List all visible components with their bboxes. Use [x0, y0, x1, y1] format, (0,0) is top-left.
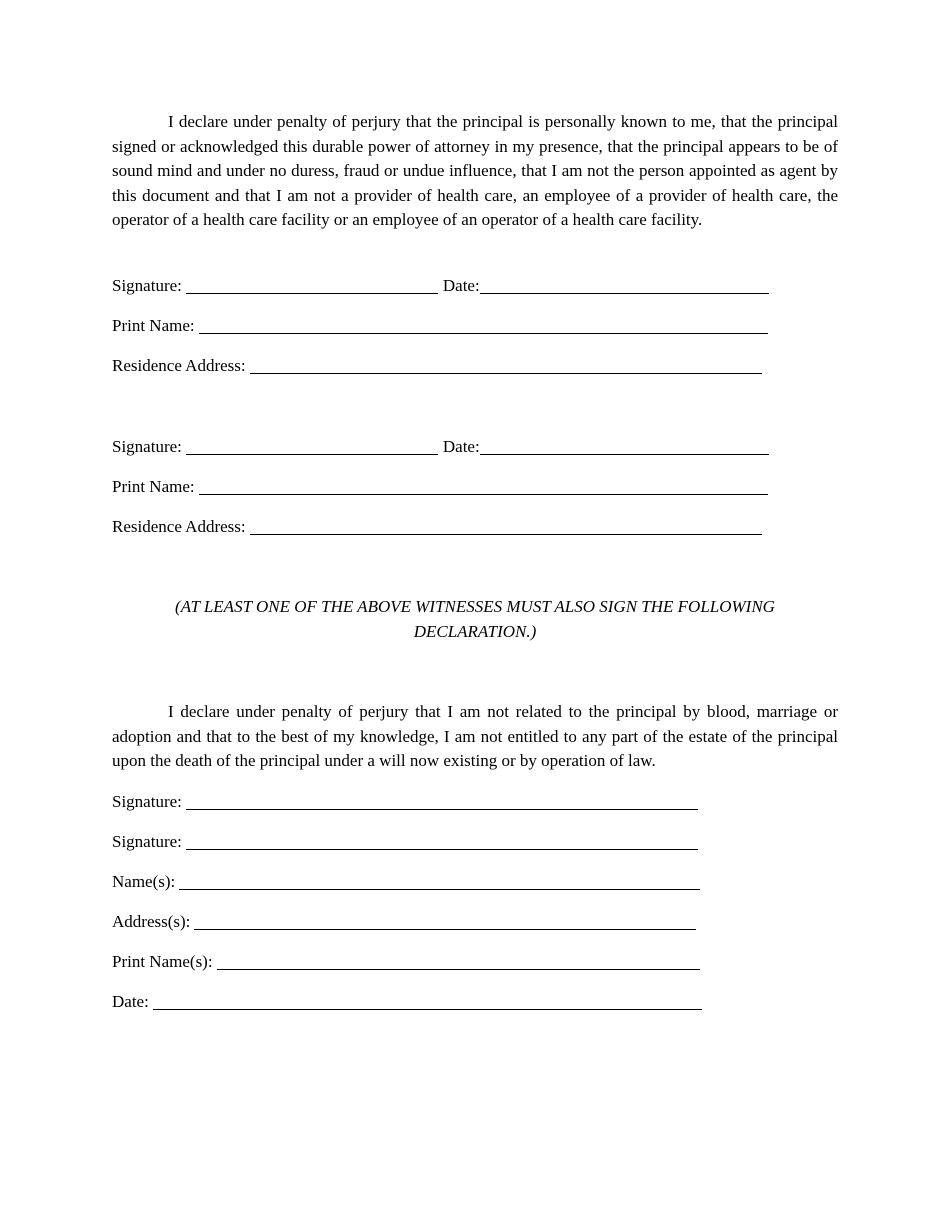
final-date-row — [112, 991, 702, 1013]
date-label: Date: — [112, 992, 149, 1011]
notice-line-2: DECLARATION.) — [413, 622, 537, 641]
witness-1-residence-row — [112, 355, 762, 377]
witness-1-date-field[interactable] — [480, 277, 769, 294]
final-signature-1-row — [112, 791, 698, 813]
final-print-names-field[interactable] — [217, 953, 700, 970]
final-date-field[interactable] — [153, 993, 702, 1010]
final-addresses-row — [112, 911, 696, 933]
witness-1-signature-field[interactable] — [186, 277, 438, 294]
witness-2-residence-row — [112, 516, 762, 538]
final-names-field[interactable] — [179, 873, 700, 890]
final-names-row — [112, 871, 700, 893]
second-declaration-paragraph: I declare under penalty of perjury that I am not related to the principal by blood, marriage or adoption and that to the best of my knowledge, I am not entitled to any part of the estate of the principal upon the death of the principal under a will now existing or by operation of law. — [112, 702, 838, 771]
witness-2-date-field[interactable] — [480, 438, 769, 455]
witness-declaration-paragraph: I declare under penalty of perjury that the principal is personally known to me, that the principal signed or acknowledged this durable power of attorney in my presence, that the principal appears to be of sound mind and under no duress, fraud or undue influence, that I am not the person appointed as agent by this document and that I am not a provider of health care, an employee of a provider of health care, the operator of a health care facility or an employee of an operator of a health care facility. — [112, 112, 838, 230]
final-signature-2-field[interactable] — [186, 833, 698, 850]
final-signature-2-row — [112, 831, 698, 853]
print-name-label: Print Name: — [112, 477, 195, 496]
residence-address-label: Residence Address: — [112, 517, 246, 536]
signature-label: Signature: — [112, 276, 182, 295]
witness-1-signature-row — [112, 275, 769, 297]
final-print-names-row — [112, 951, 700, 973]
witness-notice — [112, 594, 838, 644]
witness-2-signature-field[interactable] — [186, 438, 438, 455]
witness-2-signature-row — [112, 436, 769, 458]
witness-1-print-name-row — [112, 315, 768, 337]
witness-1-print-name-field[interactable] — [199, 317, 768, 334]
witness-2-print-name-field[interactable] — [199, 478, 768, 495]
print-names-label: Print Name(s): — [112, 952, 213, 971]
final-addresses-field[interactable] — [194, 913, 696, 930]
notice-line-1: (AT LEAST ONE OF THE ABOVE WITNESSES MUST ALSO SIGN THE FOLLOWING — [175, 597, 775, 616]
final-signature-1-field[interactable] — [186, 793, 698, 810]
names-label: Name(s): — [112, 872, 176, 891]
signature-label: Signature: — [112, 832, 182, 851]
residence-address-label: Residence Address: — [112, 356, 246, 375]
witness-2-residence-field[interactable] — [250, 518, 762, 535]
signature-label: Signature: — [112, 437, 182, 456]
date-label: Date: — [442, 276, 480, 295]
witness-1-residence-field[interactable] — [250, 357, 762, 374]
date-label: Date: — [442, 437, 480, 456]
addresses-label: Address(s): — [112, 912, 191, 931]
print-name-label: Print Name: — [112, 316, 195, 335]
witness-2-print-name-row — [112, 476, 768, 498]
signature-label: Signature: — [112, 792, 182, 811]
